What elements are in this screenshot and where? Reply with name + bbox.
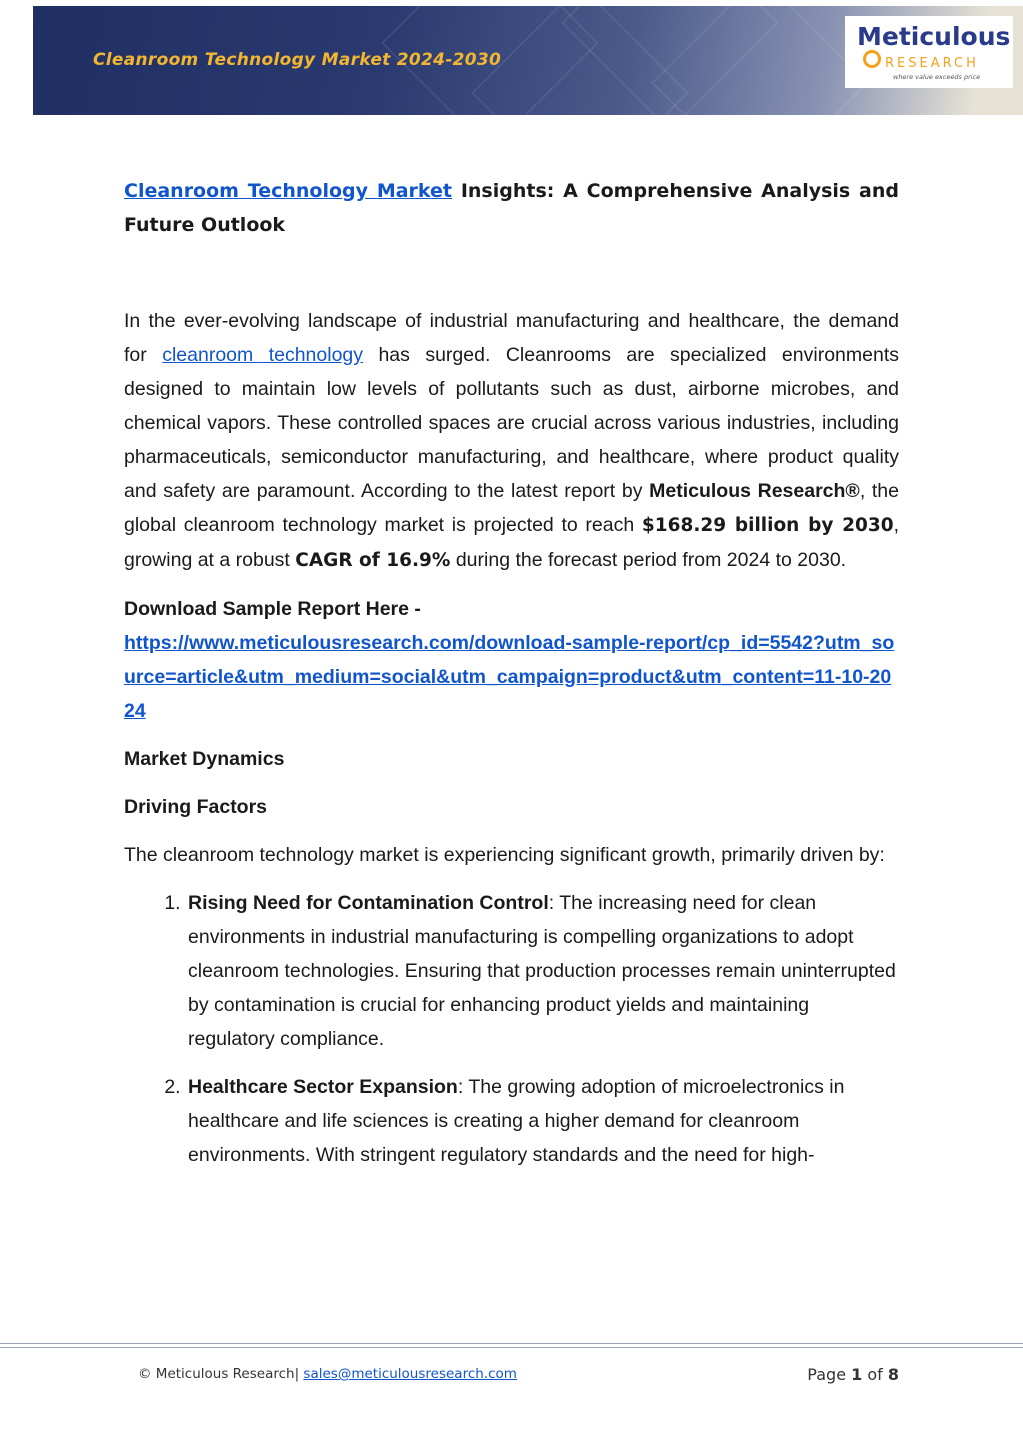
- logo-tagline: where value exceeds price: [893, 73, 981, 81]
- banner-title: Cleanroom Technology Market 2024-2030: [93, 50, 502, 70]
- footer-copyright: [138, 1366, 517, 1382]
- page-of: of: [862, 1365, 888, 1384]
- cagr-value: CAGR of 16.9%: [295, 550, 451, 571]
- list-item: [186, 1070, 899, 1172]
- page-prefix: Page: [807, 1365, 852, 1384]
- list-item-title: Healthcare Sector Expansion: [188, 1076, 458, 1098]
- copyright-text: © Meticulous Research|: [138, 1366, 304, 1382]
- heading-text: Insights: A Comprehensive Analysis and Future Outlook: [124, 180, 899, 236]
- cleanroom-technology-link[interactable]: cleanroom technology: [162, 344, 364, 366]
- list-item: [186, 886, 899, 1056]
- download-sample-link[interactable]: https://www.meticulousresearch.com/download-sample-report/cp_id=5542?utm_source=article&utm_medium=social&utm_campaign=product&utm_content=11-10-2024: [124, 632, 895, 722]
- company-logo: [845, 16, 1013, 88]
- driving-factors-intro: The cleanroom technology market is experiencing significant growth, primarily driven by:: [124, 844, 885, 866]
- article-body: [124, 174, 899, 1186]
- section-heading-market-dynamics: Market Dynamics: [124, 748, 285, 770]
- list-item-text: : The increasing need for clean environments in industrial manufacturing is compelling organizations to adopt cleanroom technologies. Ensuring that production processes remain uninterrupted by contamination is crucial for enhancing product yields and maintaining regulatory compliance.: [188, 892, 896, 1050]
- list-item-text: : The growing adoption of microelectronics in healthcare and life sciences is creating a higher demand for cleanroom environments. With stringent regulatory standards and the need for high-: [188, 1076, 845, 1166]
- heading-market-link[interactable]: Cleanroom Technology Market: [124, 180, 453, 202]
- list-item-title: Rising Need for Contamination Control: [188, 892, 549, 914]
- section-heading-driving-factors: Driving Factors: [124, 796, 268, 818]
- header-banner: [33, 6, 1023, 115]
- paragraph-text: In the ever-evolving landscape of industrial manufacturing and healthcare, the demand for: [124, 310, 899, 366]
- footer-divider: [0, 1343, 1023, 1348]
- paragraph-text: has surged. Cleanrooms are specialized environments designed to maintain low levels of pollutants such as dust, airborne microbes, and chemical vapors. These controlled spaces are crucial across various industries, including pharmaceuticals, semiconductor manufacturing, and healthcare, where product quality and safety are paramount. According to the latest report by: [124, 344, 899, 502]
- page-total: 8: [887, 1365, 899, 1384]
- download-label: Download Sample Report Here -: [124, 598, 421, 620]
- paragraph-text: , growing at a robust: [124, 514, 899, 571]
- driving-factors-list: [124, 886, 899, 1172]
- paragraph-text: during the forecast period from 2024 to 2030.: [450, 549, 847, 571]
- logo-subtitle: RESEARCH: [885, 56, 979, 71]
- article-heading: [124, 174, 899, 242]
- sales-email-link[interactable]: sales@meticulousresearch.com: [303, 1366, 517, 1382]
- page-current: 1: [851, 1365, 863, 1384]
- page-number: [807, 1365, 899, 1384]
- paragraph-text: , the global cleanroom technology market is projected to reach: [124, 480, 899, 536]
- intro-paragraph: [124, 304, 899, 578]
- logo-wordmark: Meticulous: [857, 22, 1011, 51]
- market-value: $168.29 billion by 2030: [641, 515, 894, 536]
- magnifier-icon: [863, 50, 881, 68]
- company-name: Meticulous Research®: [649, 480, 860, 502]
